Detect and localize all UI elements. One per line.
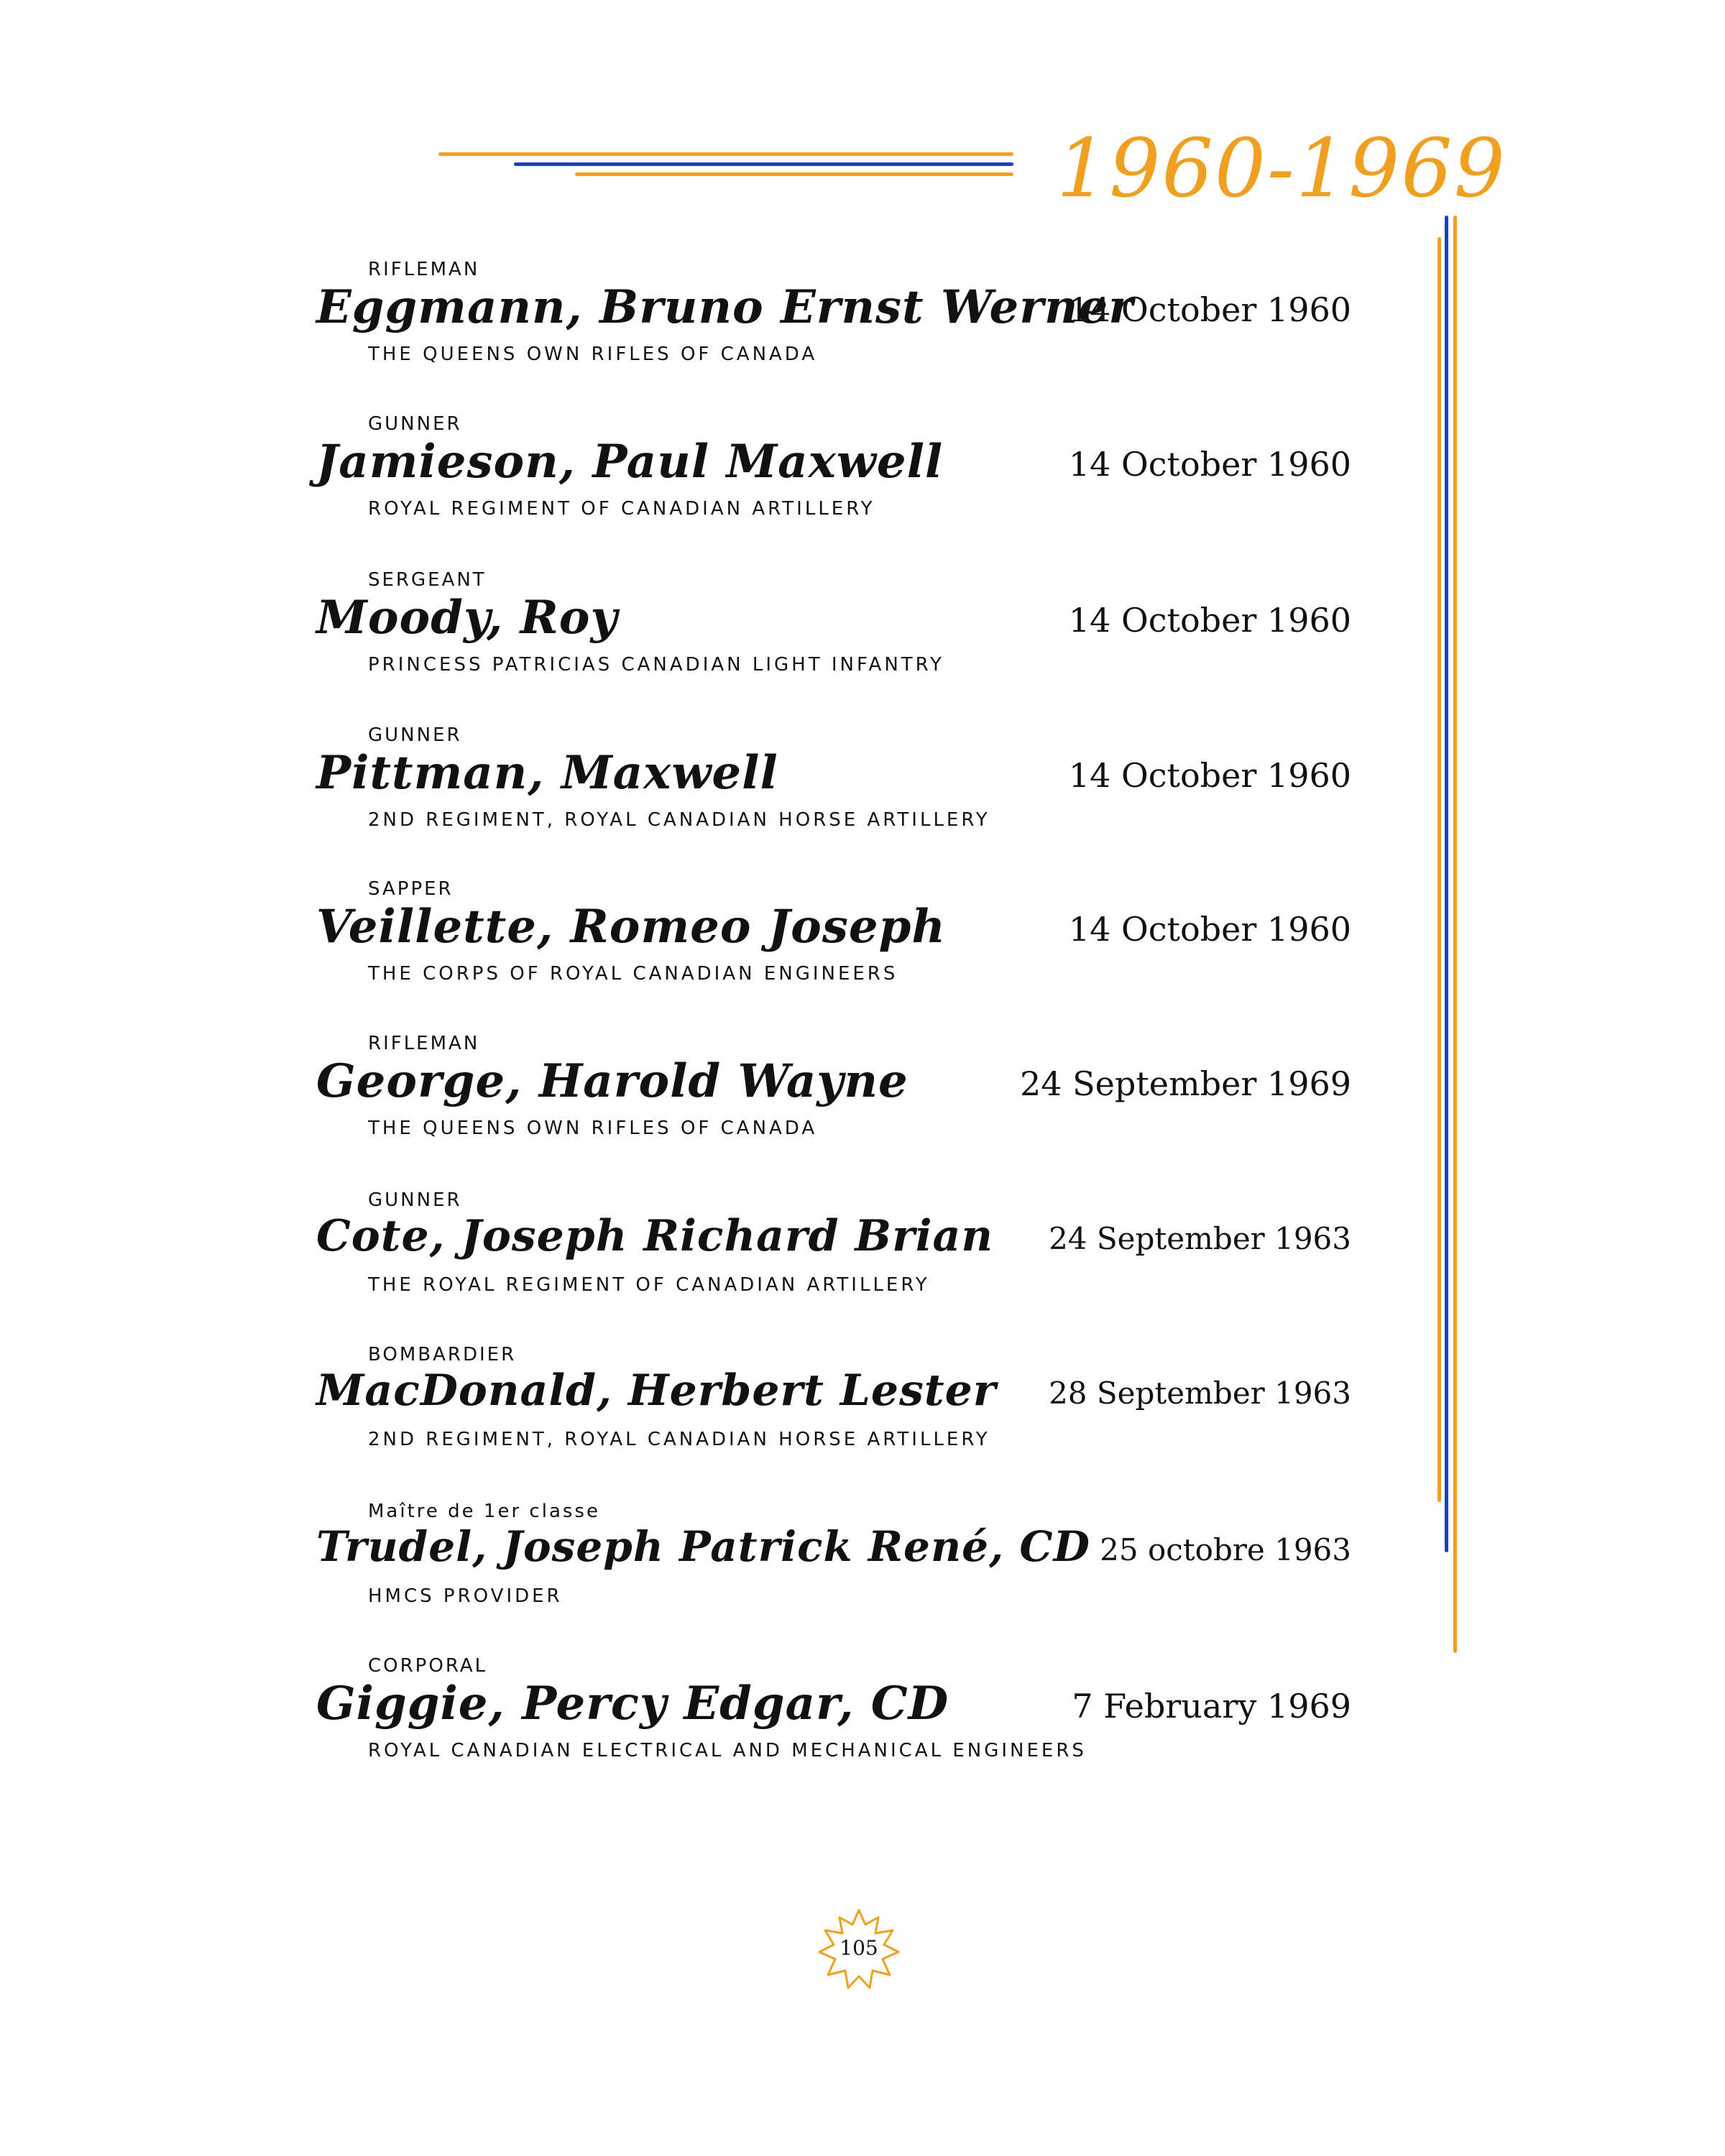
entry-rank: SERGEANT xyxy=(368,569,487,591)
entry-name: MacDonald, Herbert Lester xyxy=(316,1365,997,1416)
entry-rank: GUNNER xyxy=(368,1189,462,1211)
memorial-entry xyxy=(316,1344,1394,1488)
memorial-entry xyxy=(316,878,1394,1022)
entry-date: 24 September 1963 xyxy=(1049,1221,1351,1256)
entry-rank: Maître de 1er classe xyxy=(368,1501,600,1522)
entry-rank: GUNNER xyxy=(368,413,462,435)
entry-name: Veillette, Romeo Joseph xyxy=(316,900,946,954)
page-number: 105 xyxy=(840,1936,878,1960)
entry-date: 14 October 1960 xyxy=(1068,756,1351,795)
entry-unit: ROYAL CANADIAN ELECTRICAL AND MECHANICAL ENGINEERS xyxy=(368,1740,1087,1761)
entry-unit: 2ND REGIMENT, ROYAL CANADIAN HORSE ARTILLERY xyxy=(368,1429,990,1450)
entry-date: 14 October 1960 xyxy=(1068,290,1351,329)
entry-date: 25 octobre 1963 xyxy=(1100,1532,1351,1567)
entry-date: 7 February 1969 xyxy=(1072,1687,1351,1726)
entry-date: 14 October 1960 xyxy=(1068,910,1351,949)
memorial-entry xyxy=(316,569,1394,713)
entry-name: Moody, Roy xyxy=(316,591,618,645)
entry-name: Cote, Joseph Richard Brian xyxy=(316,1211,994,1261)
entry-name: Giggie, Percy Edgar, CD xyxy=(316,1677,949,1731)
entry-rank: CORPORAL xyxy=(368,1655,488,1677)
entry-unit: THE QUEENS OWN RIFLES OF CANADA xyxy=(368,344,818,365)
memorial-entry xyxy=(316,1033,1394,1176)
margin-rule-blue xyxy=(1445,216,1448,1552)
header-rule-blue xyxy=(514,162,1013,166)
entry-date: 28 September 1963 xyxy=(1049,1376,1351,1411)
entry-unit: THE ROYAL REGIMENT OF CANADIAN ARTILLERY xyxy=(368,1274,930,1296)
entry-rank: SAPPER xyxy=(368,878,454,900)
memorial-entry xyxy=(316,413,1394,557)
margin-rule-gold-right xyxy=(1453,216,1457,1653)
entry-date: 14 October 1960 xyxy=(1068,601,1351,640)
entry-unit: THE CORPS OF ROYAL CANADIAN ENGINEERS xyxy=(368,963,898,985)
memorial-entry xyxy=(316,1501,1394,1644)
page-number-ornament xyxy=(812,1904,906,1998)
entry-unit: ROYAL REGIMENT OF CANADIAN ARTILLERY xyxy=(368,498,875,520)
entry-unit: HMCS PROVIDER xyxy=(368,1585,563,1607)
margin-rule-gold-left xyxy=(1438,237,1441,1502)
entry-rank: GUNNER xyxy=(368,724,462,746)
memorial-entry xyxy=(316,1189,1394,1333)
entry-unit: THE QUEENS OWN RIFLES OF CANADA xyxy=(368,1118,818,1139)
entry-rank: RIFLEMAN xyxy=(368,259,480,280)
period-heading: 1960-1969 xyxy=(1057,122,1506,216)
memorial-entry xyxy=(316,724,1394,868)
entry-name: Pittman, Maxwell xyxy=(316,746,778,800)
entry-name: Trudel, Joseph Patrick René, CD xyxy=(316,1522,1090,1571)
entry-unit: 2ND REGIMENT, ROYAL CANADIAN HORSE ARTILLERY xyxy=(368,809,990,831)
memorial-entry xyxy=(316,259,1394,402)
entry-name: George, Harold Wayne xyxy=(316,1054,908,1108)
memorial-entry xyxy=(316,1655,1394,1799)
entry-name: Eggmann, Bruno Ernst Werner xyxy=(316,280,1133,334)
entry-rank: RIFLEMAN xyxy=(368,1033,480,1054)
entry-unit: PRINCESS PATRICIAS CANADIAN LIGHT INFANTRY xyxy=(368,654,944,676)
entry-rank: BOMBARDIER xyxy=(368,1344,517,1365)
entry-name: Jamieson, Paul Maxwell xyxy=(316,435,944,489)
entry-date: 14 October 1960 xyxy=(1068,445,1351,484)
header-rule-gold-top xyxy=(438,152,1013,156)
header-rule-gold-bottom xyxy=(575,172,1013,176)
entry-date: 24 September 1969 xyxy=(1019,1064,1351,1103)
